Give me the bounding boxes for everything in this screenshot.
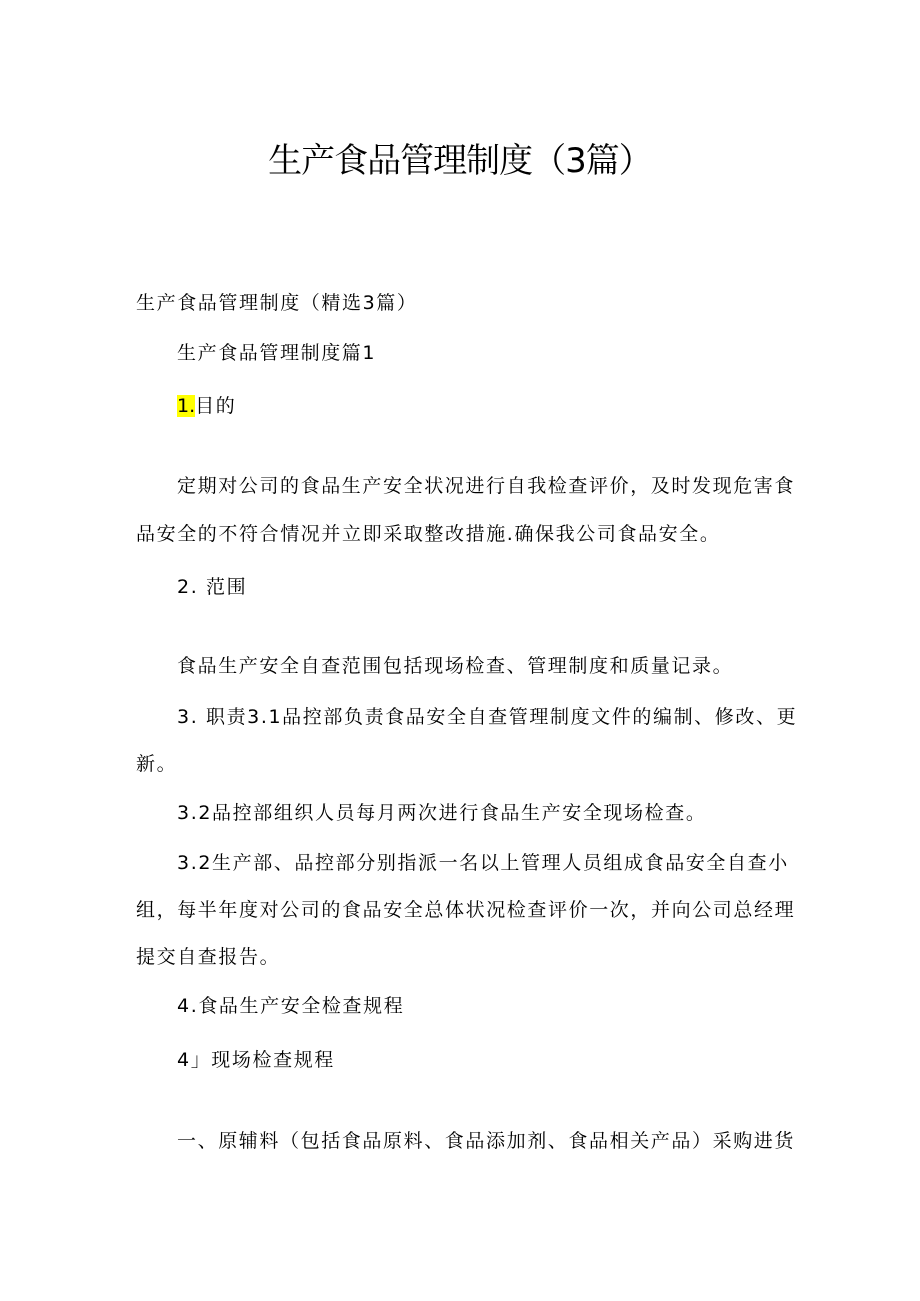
heading-purpose xyxy=(177,394,236,418)
paragraph-line: 品安全的不符合情况并立即采取整改措施.确保我公司食品安全。 xyxy=(136,523,721,545)
document-subtitle: 生产食品管理制度（精选3篇） xyxy=(136,292,418,314)
heading-inspection-procedures: 4.食品生产安全检查规程 xyxy=(177,995,405,1017)
paragraph-line: 一、原辅料（包括食品原料、食品添加剂、食品相关产品）采购进货 xyxy=(177,1130,796,1152)
paragraph-line: 组，每半年度对公司的食品安全总体状况检查评价一次，并向公司总经理 xyxy=(136,899,796,921)
highlighted-number: 1. xyxy=(177,395,196,417)
document-title: 生产食品管理制度（3篇） xyxy=(268,141,652,181)
paragraph-line: 提交自查报告。 xyxy=(136,946,281,968)
heading-scope: 2. 范围 xyxy=(177,576,248,598)
heading-onsite-inspection: 4」现场检查规程 xyxy=(177,1049,335,1071)
heading-purpose-text: 目的 xyxy=(195,395,237,417)
paragraph-line: 定期对公司的食品生产安全状况进行自我检查评价，及时发现危害食 xyxy=(177,475,796,497)
paragraph-line: 食品生产安全自查范围包括现场检查、管理制度和质量记录。 xyxy=(177,655,734,677)
section-heading: 生产食品管理制度篇1 xyxy=(177,342,377,364)
paragraph-line: 3.2生产部、品控部分别指派一名以上管理人员组成食品安全自查小 xyxy=(177,852,789,874)
paragraph-line: 新。 xyxy=(136,753,178,775)
paragraph-line: 3. 职责3.1品控部负责食品安全自查管理制度文件的编制、修改、更 xyxy=(177,706,798,728)
paragraph-line: 3.2品控部组织人员每月两次进行食品生产安全现场检查。 xyxy=(177,802,707,824)
